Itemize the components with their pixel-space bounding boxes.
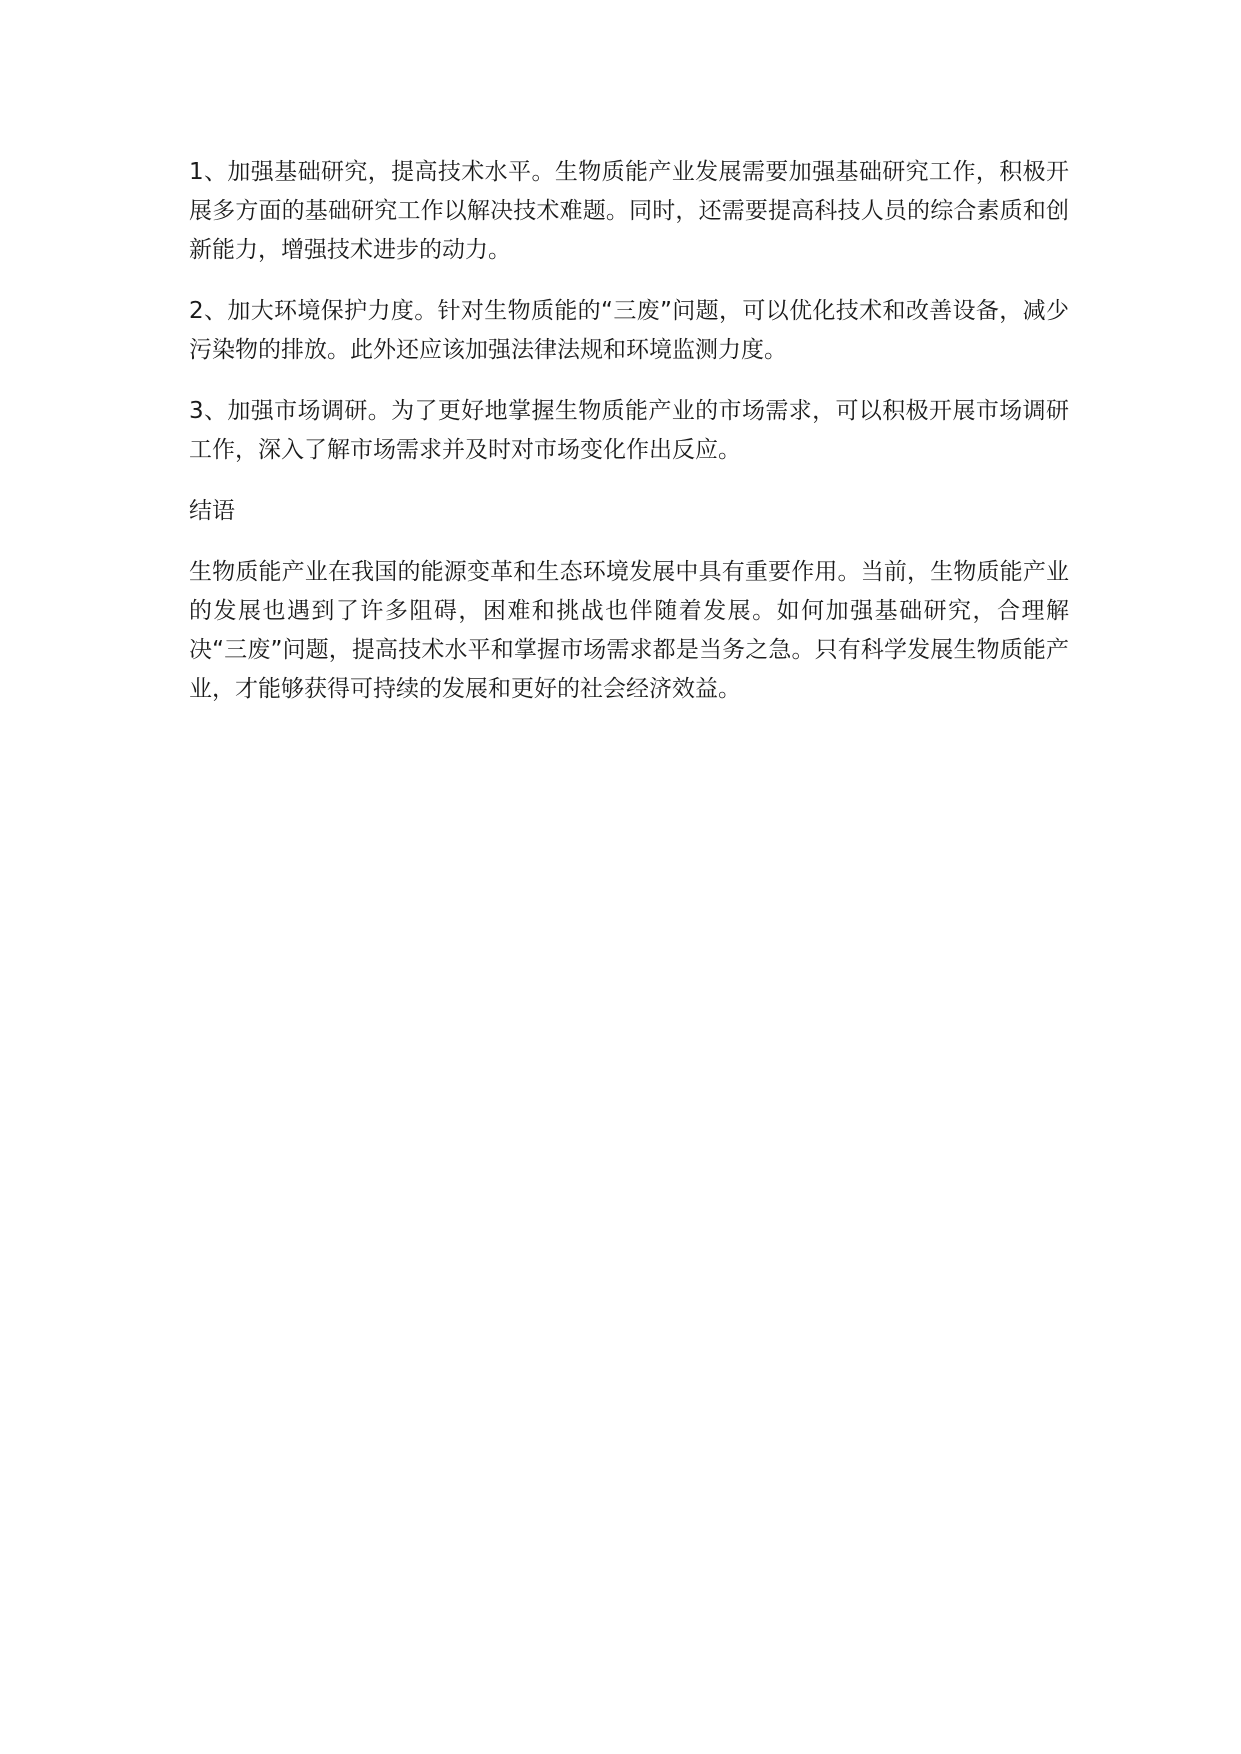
list-item-environment-protection: 2、加大环境保护力度。针对生物质能的“三废”问题，可以优化技术和改善设备，减少污染物的排放。此外还应该加强法律法规和环境监测力度。 — [189, 298, 1069, 363]
list-item-basic-research: 1、加强基础研究，提高技术水平。生物质能产业发展需要加强基础研究工作，积极开展多方面的基础研究工作以解决技术难题。同时，还需要提高科技人员的综合素质和创新能力，增强技术进步的动力。 — [189, 159, 1069, 263]
document-body — [189, 153, 1069, 731]
conclusion-paragraph: 生物质能产业在我国的能源变革和生态环境发展中具有重要作用。当前，生物质能产业的发展也遇到了许多阻碍，困难和挑战也伴随着发展。如何加强基础研究，合理解决“三废”问题，提高技术水平和掌握市场需求都是当务之急。只有科学发展生物质能产业，才能够获得可持续的发展和更好的社会经济效益。 — [189, 559, 1069, 702]
list-item-market-research: 3、加强市场调研。为了更好地掌握生物质能产业的市场需求，可以积极开展市场调研工作，深入了解市场需求并及时对市场变化作出反应。 — [189, 398, 1069, 463]
conclusion-heading: 结语 — [189, 498, 235, 524]
